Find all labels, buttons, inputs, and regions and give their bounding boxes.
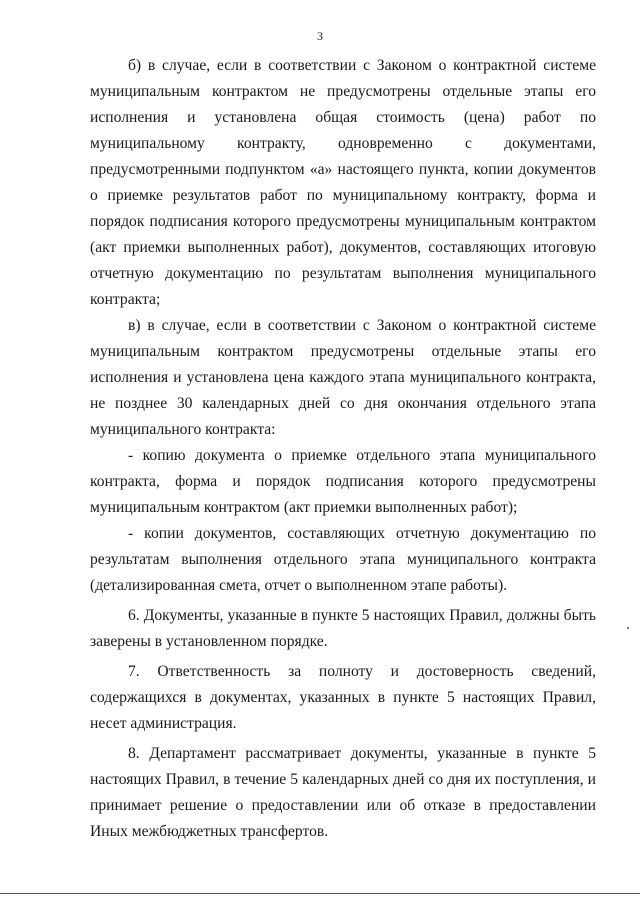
paragraph-item-6: 6. Документы, указанные в пункте 5 настоящих Правил, должны быть заверены в установленном порядке. [90,607,596,650]
scan-mark [627,627,629,629]
paragraph-item-7: 7. Ответственность за полноту и достоверность сведений, содержащихся в документах, указанных в пункте 5 настоящих Правил, несет администрация. [90,663,596,732]
paragraph-item-8: 8. Департамент рассматривает документы, указанные в пункте 5 настоящих Правил, в течение 5 календарных дней со дня их поступления, и принимает решение о предоставлении или об отказе в предоставлении Иных межбюджетных трансфертов. [90,745,596,840]
paragraph-subitem-v: в) в случае, если в соответствии с Законом о контрактной системе муниципальным контрактом предусмотрены отдельные этапы его исполнения и установлена цена каждого этапа муниципального контракта, не позднее 30 календарных дней со дня окончания отдельного этапа муниципального контракта: [90,317,596,438]
document-body [90,53,596,845]
bottom-divider [0,893,640,894]
paragraph-report-copies: - копии документов, составляющих отчетную документацию по результатам выполнения отдельного этапа муниципального контракта (детализированная смета, отчет о выполненном этапе работы). [90,525,596,594]
paragraph-acceptance-copy: - копию документа о приемке отдельного этапа муниципального контракта, форма и порядок подписания которого предусмотрены муниципальным контрактом (акт приемки выполненных работ); [90,447,596,516]
page-number: 3 [317,29,323,43]
paragraph-subitem-b: б) в случае, если в соответствии с Законом о контрактной системе муниципальным контрактом не предусмотрены отдельные этапы его исполнения и установлена общая стоимость (цена) работ по муниципальному контракту, одновременно с документами, предусмотренными подпунктом «а» настоящего пункта, копии документов о приемке результатов работ по муниципальному контракту, форма и порядок подписания которого предусмотрены муниципальным контрактом (акт приемки выполненных работ), документов, составляющих итоговую отчетную документацию по результатам выполнения муниципального контракта; [90,57,596,308]
